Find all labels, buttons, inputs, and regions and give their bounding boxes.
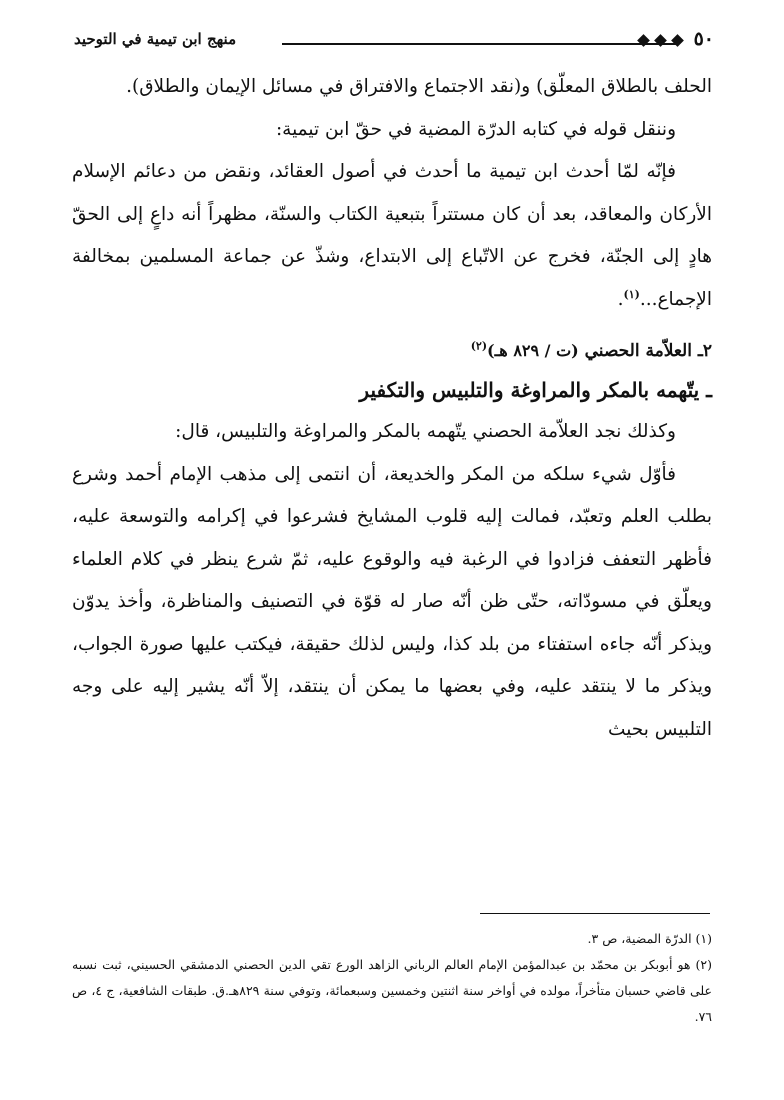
heading-number: ٢ـ [697,341,712,361]
header-rule [282,43,678,45]
heading-name: العلاّمة الحصني [584,341,692,361]
subheading: ـ يتّهمه بالمكر والمراوغة والتلبيس والتكفير [359,378,712,402]
page-number: ٥٠ [693,28,714,50]
running-title: منهج ابن تيمية في التوحيد [74,30,237,48]
footnote-2: (٢) هو أبوبكر بن محمّد بن عبدالمؤمن الإمام العالم الرباني الزاهد الورع تقي الدين الحصني الدمشقي الحسيني، ثبت نسبه على قاضي حسبان متأخراً، مولده في أواخر سنة اثنتين وخمسين وسبعمائة، وتوفي سنة ٨٢٩هـ.ق. طبقات الشافعية، ج ٤، ص ٧٦. [72,957,712,1024]
paragraph-4: وكذلك نجد العلاّمة الحصني يتّهمه بالمكر والمراوغة والتلبيس، قال: [175,421,676,442]
paragraph-1: الحلف بالطلاق المعلّق) و(نقد الاجتماع والافتراق في مسائل الإيمان والطلاق). [126,76,712,97]
paragraph-2: وننقل قوله في كتابه الدرّة المضية في حقّ ابن تيمية: [275,118,676,140]
footnote-rule [480,913,710,914]
footnotes [72,926,712,1030]
footnote-ref-2: (٢) [470,339,488,353]
page-header [74,26,714,54]
footnote-ref-1: (١) [623,287,640,301]
paragraph-5: فأوّل شيء سلكه من المكر والخديعة، أن انتمى إلى مذهب الإمام أحمد وشرع بطلب العلم وتعبّد، فمالت إليه قلوب المشايخ فشرعوا في إكرامه والتوسعة عليه، فأظهر التعفف فزادوا في الرغبة فيه والوقوع عليه، ثمّ شرع ينظر في كلام العلماء ويعلّق في مسودّاته، حتّى ظن أنّه صار له قوّة في التصنيف والمناظرة، وأخذ يدوّن ويذكر أنّه جاءه استفتاء من بلد كذا، وليس لذلك حقيقة، فيكتب عليها صورة الجواب، ويذكر ما لا ينتقد عليه، وفي بعضها ما يمكن أن ينتقد، إلاّ أنّه يشير إليه على وجه التلبيس بحيث [72,463,712,740]
footnote-1: (١) الدرّة المضية، ص ٣. [587,931,712,946]
paragraph-3-text: فإنّه لمّا أحدث ابن تيمية ما أحدث في أصول العقائد، ونقض من دعائم الإسلام الأركان والمعاقد، بعد أن كان مستتراً بتبعية الكتاب والسنّة، مظهراً أنه داعٍ إلى الحقّ هادٍ إلى الجنّة، فخرج عن الاتّباع إلى الابتداع، وشذّ عن جماعة المسلمين بمخالفة الإجماع... [72,161,712,310]
section-heading [72,333,712,369]
heading-date: (ت / ٨٢٩ هـ) [487,341,579,360]
paragraph-3: فإنّه لمّا أحدث ابن تيمية ما أحدث في أصول العقائد، ونقض من دعائم الإسلام الأركان والمعاقد، بعد أن كان مستتراً بتبعية الكتاب والسنّة، مظهراً أنه داعٍ إلى الحقّ هادٍ إلى الجنّة، فخرج عن الاتّباع إلى الابتداع، وشذّ عن جماعة المسلمين بمخالفة الإجماع...$^{(١)}$. [72,161,712,310]
body-text [72,66,712,751]
